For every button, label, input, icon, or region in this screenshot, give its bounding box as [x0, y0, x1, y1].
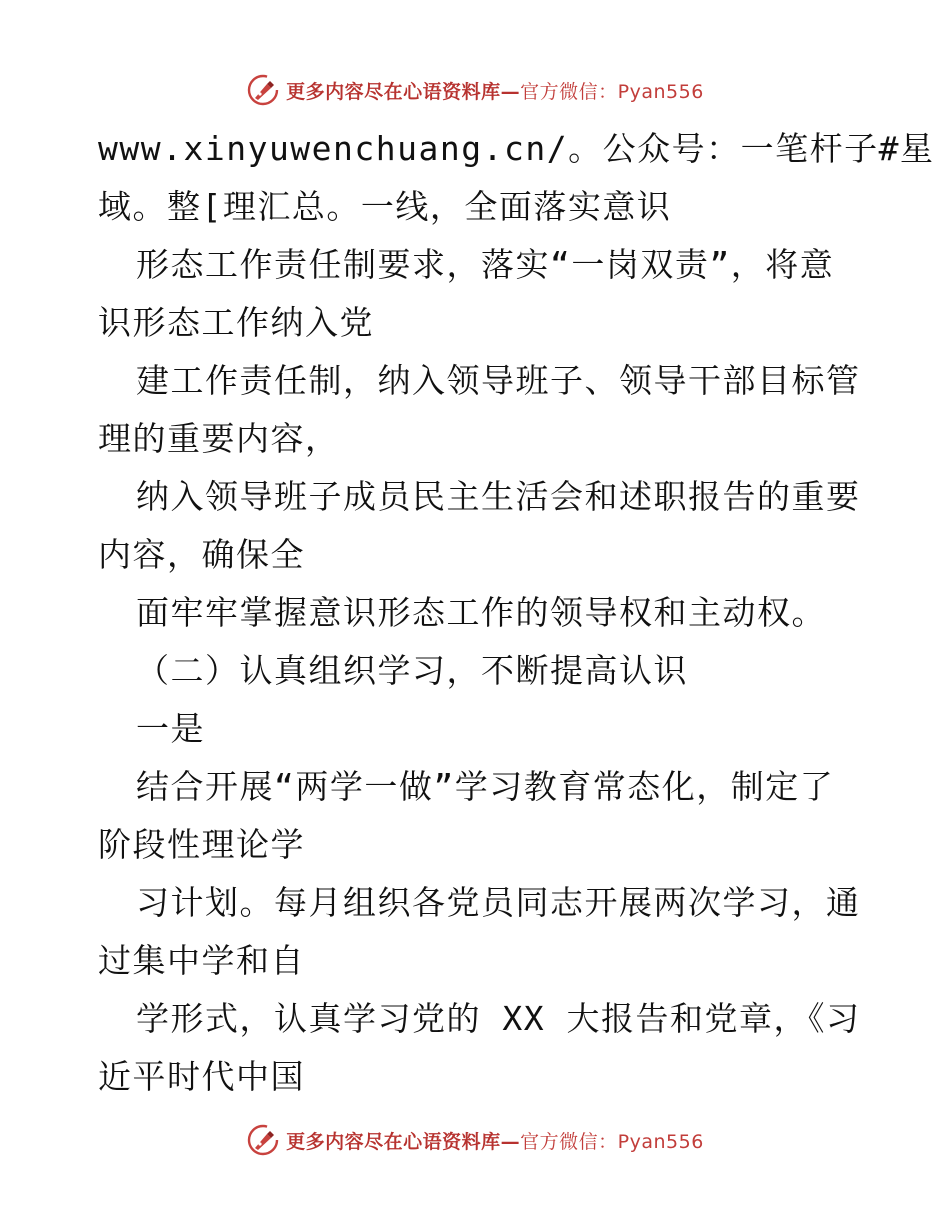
- body-line: 形态工作责任制要求，落实“一岗双责”，将意: [136, 245, 835, 284]
- body-line: www.xinyuwenchuang.cn/。公众号：一笔杆子#星: [98, 129, 935, 168]
- footer-banner-dash: —: [500, 1130, 521, 1153]
- footer-banner: [0, 1120, 950, 1160]
- body-line: 一是: [136, 709, 205, 748]
- footer-banner-text: [286, 1127, 704, 1154]
- document-body: [98, 120, 935, 1106]
- body-line: 近平时代中国: [98, 1057, 305, 1096]
- body-line: 纳入领导班子成员民主生活会和述职报告的重要: [136, 477, 861, 516]
- body-line: 识形态工作纳入党: [98, 303, 374, 342]
- header-banner: [0, 70, 950, 110]
- body-line: 过集中学和自: [98, 941, 305, 980]
- footer-banner-inner: [246, 1123, 704, 1157]
- header-banner-dash: —: [500, 80, 521, 103]
- pen-nib-circle-icon: [246, 73, 280, 107]
- body-line: 建工作责任制，纳入领导班子、领导干部目标管: [136, 361, 861, 400]
- header-banner-wechat: 官方微信：Pyan556: [520, 80, 704, 103]
- header-banner-text: [286, 77, 704, 104]
- section-heading: （二）认真组织学习，不断提高认识: [136, 651, 688, 690]
- body-line: 学形式，认真学习党的 XX 大报告和党章，《习: [136, 999, 861, 1038]
- body-line: 阶段性理论学: [98, 825, 305, 864]
- header-banner-inner: [246, 73, 704, 107]
- footer-banner-main: 更多内容尽在心语资料库: [286, 1130, 501, 1153]
- body-line: 结合开展“两学一做”学习教育常态化，制定了: [136, 767, 835, 806]
- header-banner-main: 更多内容尽在心语资料库: [286, 80, 501, 103]
- body-line: 理的重要内容，: [98, 419, 340, 458]
- body-line: 面牢牢掌握意识形态工作的领导权和主动权。: [136, 593, 826, 632]
- body-line: 习计划。每月组织各党员同志开展两次学习，通: [136, 883, 861, 922]
- body-line: 域。整[理汇总。一线，全面落实意识: [98, 187, 672, 226]
- pen-nib-circle-icon: [246, 1123, 280, 1157]
- footer-banner-wechat: 官方微信：Pyan556: [520, 1130, 704, 1153]
- body-line: 内容，确保全: [98, 535, 305, 574]
